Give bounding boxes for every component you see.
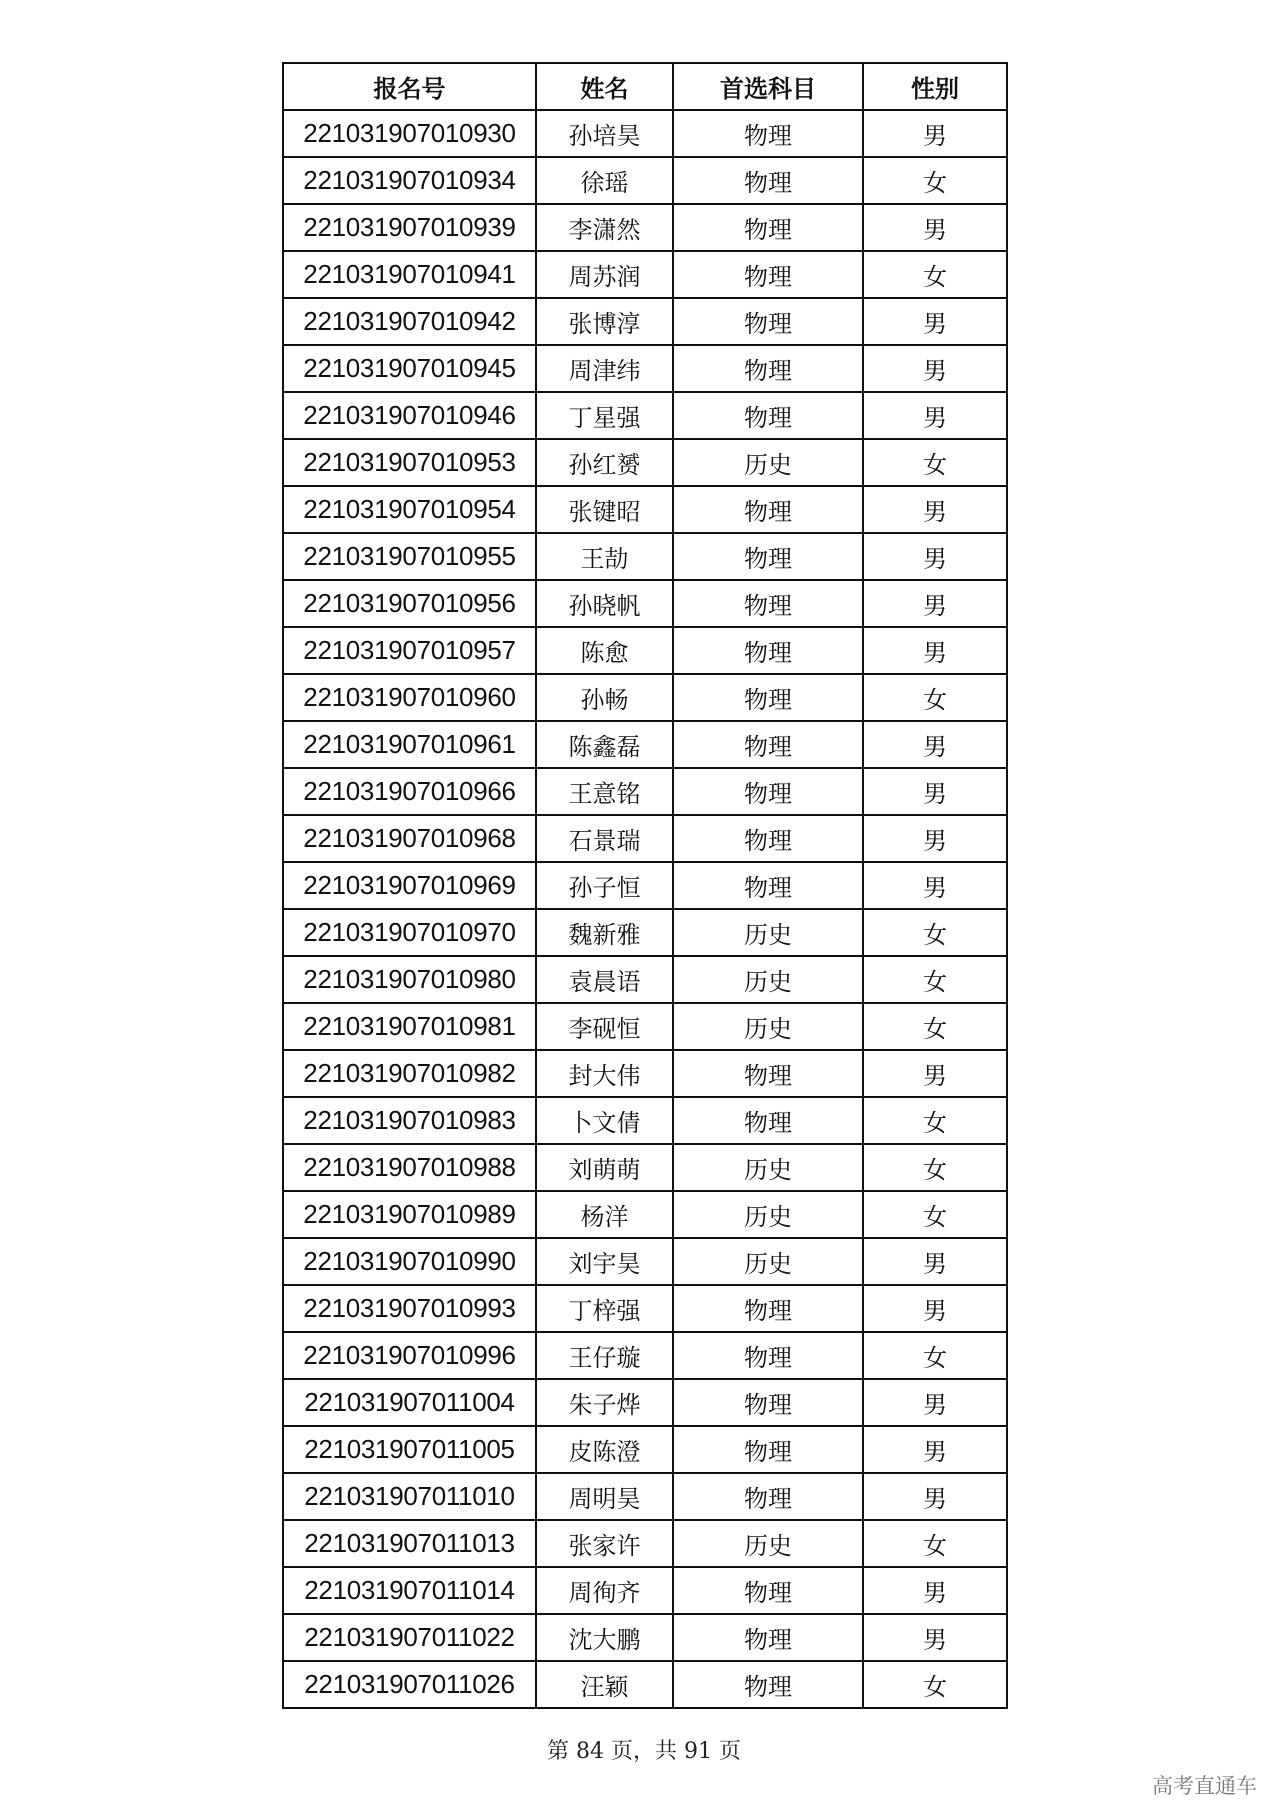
student-name-cell: 封大伟: [536, 1050, 673, 1097]
student-name-cell: 丁梓强: [536, 1285, 673, 1332]
table-row: [283, 721, 1007, 768]
registration-number-cell: 221031907010954: [283, 486, 536, 533]
gender-cell: 男: [863, 1567, 1007, 1614]
student-name-cell: 袁晨语: [536, 956, 673, 1003]
registration-number-cell: 221031907010946: [283, 392, 536, 439]
primary-subject-cell: 物理: [673, 392, 863, 439]
registration-number-cell: 221031907010941: [283, 251, 536, 298]
gender-cell: 女: [863, 251, 1007, 298]
gender-cell: 男: [863, 298, 1007, 345]
header-primary-subject: 首选科目: [673, 63, 863, 110]
student-name-cell: 张键昭: [536, 486, 673, 533]
registration-number-cell: 221031907010957: [283, 627, 536, 674]
table-row: [283, 627, 1007, 674]
table-row: [283, 345, 1007, 392]
table-row: [283, 204, 1007, 251]
header-gender: 性别: [863, 63, 1007, 110]
primary-subject-cell: 历史: [673, 956, 863, 1003]
watermark: 高考直通车: [1152, 1775, 1257, 1798]
registration-number-cell: 221031907010955: [283, 533, 536, 580]
table-row: [283, 862, 1007, 909]
registration-number-cell: 221031907010989: [283, 1191, 536, 1238]
registration-number-cell: 221031907010961: [283, 721, 536, 768]
registration-number-cell: 221031907010939: [283, 204, 536, 251]
primary-subject-cell: 物理: [673, 768, 863, 815]
table-row: [283, 1285, 1007, 1332]
registration-number-cell: 221031907011004: [283, 1379, 536, 1426]
registration-number-cell: 221031907010970: [283, 909, 536, 956]
primary-subject-cell: 历史: [673, 1144, 863, 1191]
registration-number-cell: 221031907011026: [283, 1661, 536, 1708]
student-name-cell: 周明昊: [536, 1473, 673, 1520]
gender-cell: 女: [863, 439, 1007, 486]
gender-cell: 男: [863, 1614, 1007, 1661]
table-row: [283, 909, 1007, 956]
primary-subject-cell: 历史: [673, 909, 863, 956]
registration-number-cell: 221031907011013: [283, 1520, 536, 1567]
gender-cell: 女: [863, 1661, 1007, 1708]
table-row: [283, 392, 1007, 439]
gender-cell: 男: [863, 392, 1007, 439]
gender-cell: 男: [863, 815, 1007, 862]
student-name-cell: 王意铭: [536, 768, 673, 815]
primary-subject-cell: 物理: [673, 1050, 863, 1097]
table-row: [283, 1426, 1007, 1473]
table-row: [283, 1050, 1007, 1097]
registration-number-cell: 221031907010969: [283, 862, 536, 909]
student-name-cell: 丁星强: [536, 392, 673, 439]
primary-subject-cell: 历史: [673, 1003, 863, 1050]
primary-subject-cell: 物理: [673, 204, 863, 251]
registration-number-cell: 221031907011010: [283, 1473, 536, 1520]
student-name-cell: 孙培昊: [536, 110, 673, 157]
table-row: [283, 157, 1007, 204]
gender-cell: 男: [863, 345, 1007, 392]
gender-cell: 男: [863, 627, 1007, 674]
primary-subject-cell: 物理: [673, 1285, 863, 1332]
registration-number-cell: 221031907010988: [283, 1144, 536, 1191]
table-row: [283, 1661, 1007, 1708]
gender-cell: 男: [863, 1379, 1007, 1426]
primary-subject-cell: 物理: [673, 627, 863, 674]
table-row: [283, 1567, 1007, 1614]
gender-cell: 女: [863, 674, 1007, 721]
table-row: [283, 533, 1007, 580]
table-row: [283, 439, 1007, 486]
student-name-cell: 周津纬: [536, 345, 673, 392]
primary-subject-cell: 物理: [673, 533, 863, 580]
registration-number-cell: 221031907010953: [283, 439, 536, 486]
header-row: [283, 63, 1007, 110]
student-name-cell: 孙晓帆: [536, 580, 673, 627]
student-name-cell: 皮陈澄: [536, 1426, 673, 1473]
gender-cell: 女: [863, 1520, 1007, 1567]
gender-cell: 男: [863, 580, 1007, 627]
table-row: [283, 1473, 1007, 1520]
primary-subject-cell: 物理: [673, 862, 863, 909]
table-row: [283, 486, 1007, 533]
gender-cell: 女: [863, 1097, 1007, 1144]
gender-cell: 男: [863, 768, 1007, 815]
header-registration-number: 报名号: [283, 63, 536, 110]
primary-subject-cell: 历史: [673, 1520, 863, 1567]
registration-number-cell: 221031907010966: [283, 768, 536, 815]
table-row: [283, 1332, 1007, 1379]
gender-cell: 女: [863, 1191, 1007, 1238]
page-footer: 第 84 页，共 91 页: [547, 1739, 741, 1764]
student-name-cell: 陈鑫磊: [536, 721, 673, 768]
table-row: [283, 1520, 1007, 1567]
primary-subject-cell: 物理: [673, 251, 863, 298]
registration-number-cell: 221031907011005: [283, 1426, 536, 1473]
registration-number-cell: 221031907010983: [283, 1097, 536, 1144]
primary-subject-cell: 历史: [673, 1191, 863, 1238]
gender-cell: 男: [863, 1426, 1007, 1473]
student-name-cell: 周苏润: [536, 251, 673, 298]
student-name-cell: 汪颖: [536, 1661, 673, 1708]
registration-number-cell: 221031907010934: [283, 157, 536, 204]
table-row: [283, 110, 1007, 157]
student-name-cell: 朱子烨: [536, 1379, 673, 1426]
primary-subject-cell: 物理: [673, 815, 863, 862]
student-name-cell: 刘萌萌: [536, 1144, 673, 1191]
primary-subject-cell: 物理: [673, 157, 863, 204]
table-row: [283, 1097, 1007, 1144]
table-row: [283, 768, 1007, 815]
gender-cell: 男: [863, 862, 1007, 909]
registration-number-cell: 221031907010930: [283, 110, 536, 157]
registration-number-cell: 221031907011022: [283, 1614, 536, 1661]
table-row: [283, 1238, 1007, 1285]
table-row: [283, 1003, 1007, 1050]
header-name: 姓名: [536, 63, 673, 110]
table-row: [283, 1191, 1007, 1238]
gender-cell: 男: [863, 721, 1007, 768]
gender-cell: 男: [863, 1238, 1007, 1285]
registration-number-cell: 221031907010968: [283, 815, 536, 862]
primary-subject-cell: 物理: [673, 1614, 863, 1661]
table-row: [283, 815, 1007, 862]
student-name-cell: 王劼: [536, 533, 673, 580]
registration-number-cell: 221031907010982: [283, 1050, 536, 1097]
gender-cell: 女: [863, 1144, 1007, 1191]
primary-subject-cell: 物理: [673, 1379, 863, 1426]
gender-cell: 男: [863, 1050, 1007, 1097]
gender-cell: 女: [863, 956, 1007, 1003]
student-name-cell: 周徇齐: [536, 1567, 673, 1614]
primary-subject-cell: 物理: [673, 486, 863, 533]
registration-number-cell: 221031907010993: [283, 1285, 536, 1332]
student-name-cell: 孙子恒: [536, 862, 673, 909]
table-row: [283, 580, 1007, 627]
registration-number-cell: 221031907010960: [283, 674, 536, 721]
gender-cell: 女: [863, 909, 1007, 956]
registration-number-cell: 221031907010981: [283, 1003, 536, 1050]
table-row: [283, 1614, 1007, 1661]
registration-number-cell: 221031907010942: [283, 298, 536, 345]
gender-cell: 女: [863, 1332, 1007, 1379]
registration-number-cell: 221031907011014: [283, 1567, 536, 1614]
gender-cell: 男: [863, 1285, 1007, 1332]
student-name-cell: 张博淳: [536, 298, 673, 345]
primary-subject-cell: 物理: [673, 110, 863, 157]
table-row: [283, 674, 1007, 721]
primary-subject-cell: 物理: [673, 1097, 863, 1144]
table-row: [283, 1144, 1007, 1191]
primary-subject-cell: 历史: [673, 1238, 863, 1285]
student-name-cell: 王仔璇: [536, 1332, 673, 1379]
student-name-cell: 李砚恒: [536, 1003, 673, 1050]
student-name-cell: 张家许: [536, 1520, 673, 1567]
student-name-cell: 沈大鹏: [536, 1614, 673, 1661]
registration-number-cell: 221031907010996: [283, 1332, 536, 1379]
registration-number-cell: 221031907010980: [283, 956, 536, 1003]
primary-subject-cell: 物理: [673, 721, 863, 768]
primary-subject-cell: 物理: [673, 580, 863, 627]
student-name-cell: 徐瑶: [536, 157, 673, 204]
primary-subject-cell: 物理: [673, 298, 863, 345]
student-name-cell: 孙红赟: [536, 439, 673, 486]
registration-number-cell: 221031907010956: [283, 580, 536, 627]
registration-number-cell: 221031907010945: [283, 345, 536, 392]
primary-subject-cell: 物理: [673, 1567, 863, 1614]
primary-subject-cell: 物理: [673, 674, 863, 721]
gender-cell: 男: [863, 486, 1007, 533]
table-row: [283, 956, 1007, 1003]
registration-number-cell: 221031907010990: [283, 1238, 536, 1285]
primary-subject-cell: 物理: [673, 345, 863, 392]
table-row: [283, 1379, 1007, 1426]
primary-subject-cell: 物理: [673, 1661, 863, 1708]
table-row: [283, 298, 1007, 345]
registration-table: [282, 62, 1008, 1709]
gender-cell: 男: [863, 110, 1007, 157]
gender-cell: 女: [863, 157, 1007, 204]
student-name-cell: 魏新雅: [536, 909, 673, 956]
primary-subject-cell: 物理: [673, 1332, 863, 1379]
primary-subject-cell: 物理: [673, 1426, 863, 1473]
table-row: [283, 251, 1007, 298]
gender-cell: 男: [863, 533, 1007, 580]
primary-subject-cell: 历史: [673, 439, 863, 486]
student-name-cell: 刘宇昊: [536, 1238, 673, 1285]
student-name-cell: 李潇然: [536, 204, 673, 251]
gender-cell: 男: [863, 1473, 1007, 1520]
gender-cell: 女: [863, 1003, 1007, 1050]
student-name-cell: 卜文倩: [536, 1097, 673, 1144]
gender-cell: 男: [863, 204, 1007, 251]
primary-subject-cell: 物理: [673, 1473, 863, 1520]
student-name-cell: 孙畅: [536, 674, 673, 721]
student-name-cell: 杨洋: [536, 1191, 673, 1238]
student-name-cell: 陈愈: [536, 627, 673, 674]
student-name-cell: 石景瑞: [536, 815, 673, 862]
